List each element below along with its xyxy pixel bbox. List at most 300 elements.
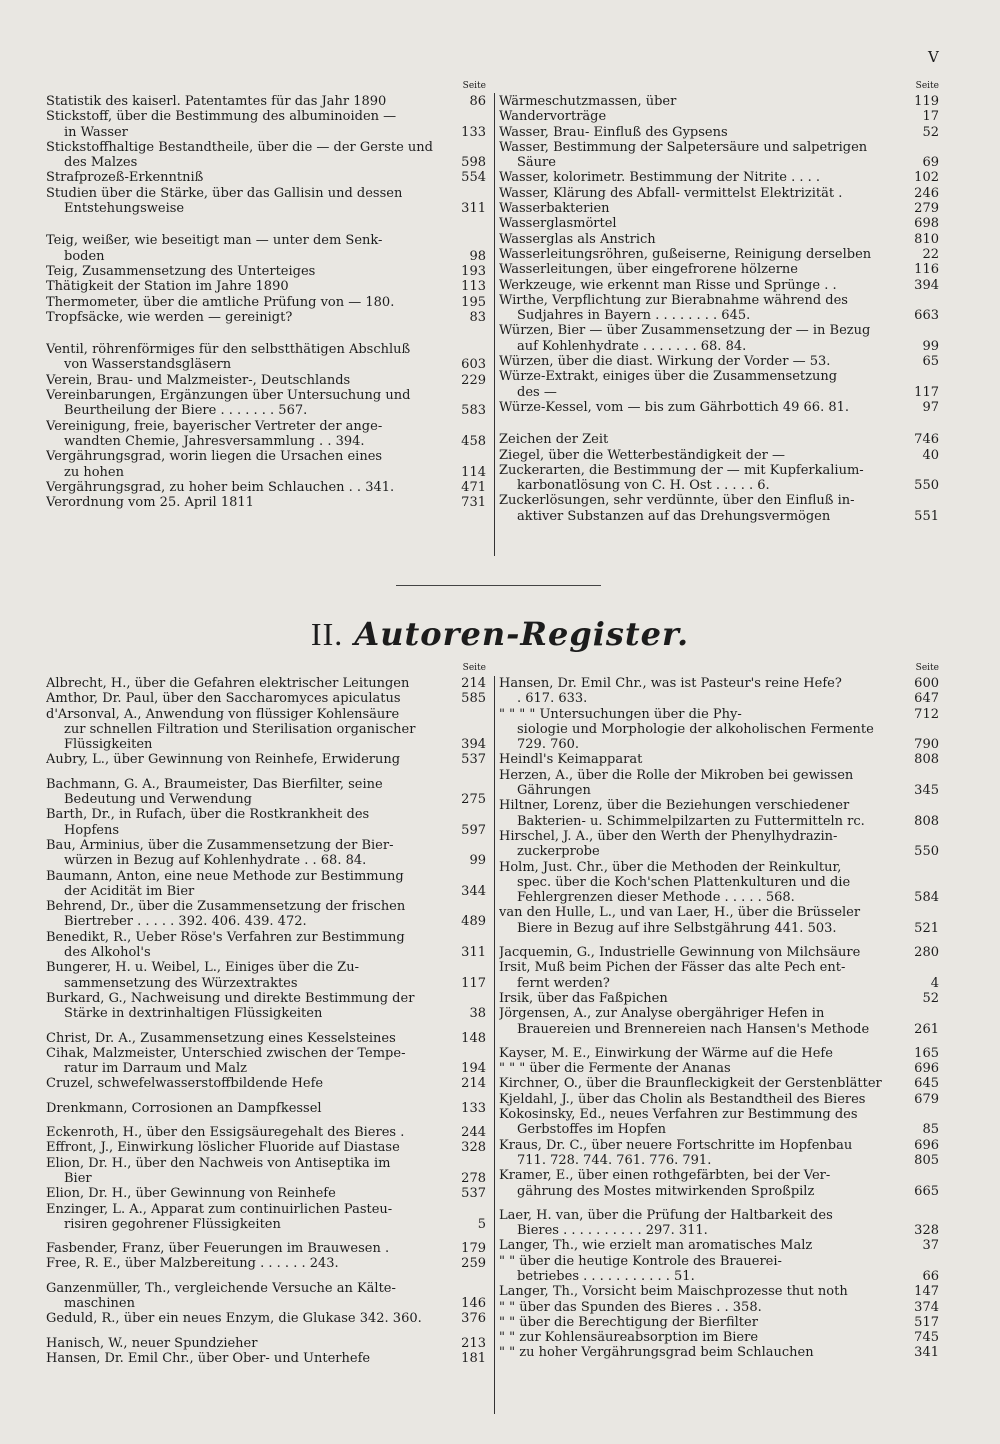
entry-line (499, 676, 939, 691)
page-number: V (928, 48, 939, 66)
page-ref: 99 (469, 853, 486, 869)
page-ref: 214 (461, 1076, 486, 1092)
entry-text: Hanisch, W., neuer Spundzieher (46, 1335, 258, 1351)
index-entry (46, 869, 486, 900)
entry-text: Wasser, Brau- Einfluß des Gypsens (499, 124, 728, 140)
entry-text: auf Kohlenhydrate . . . . . . . 68. 84. (517, 338, 747, 354)
entry-line (46, 419, 486, 434)
entry-line (46, 109, 486, 124)
entry-line (46, 201, 486, 216)
entry-line (46, 403, 486, 418)
entry-text: Jörgensen, A., zur Analyse obergähriger Hefen in (499, 1006, 825, 1022)
entry-text: Tropfsäcke, wie werden — gereinigt? (46, 309, 293, 325)
index-entry (499, 247, 939, 262)
page-ref: 40 (922, 447, 939, 463)
entry-text: gährung des Mostes mitwirkenden Sproßpilz (517, 1183, 815, 1199)
entry-text: Hansen, Dr. Emil Chr., was ist Pasteur's reine Hefe? (499, 676, 842, 691)
entry-text: des — (517, 384, 557, 400)
page-ref: 808 (914, 813, 939, 829)
index-entry (46, 170, 486, 185)
entry-text: karbonatlösung von C. H. Ost . . . . . 6. (517, 478, 770, 494)
page-ref: 98 (469, 248, 486, 264)
entry-line (499, 1046, 939, 1061)
entry-line (499, 385, 939, 400)
page-ref: 195 (461, 294, 486, 310)
section-number: II. (310, 616, 344, 652)
page-ref: 97 (922, 399, 939, 415)
entry-text: Kokosinsky, Ed., neues Verfahren zur Bestimmung des (499, 1107, 858, 1123)
page-ref: 117 (461, 975, 486, 991)
page-ref: 181 (461, 1350, 486, 1366)
entry-line (499, 201, 939, 216)
entry-line (46, 140, 486, 155)
index-entry (499, 1284, 939, 1299)
entry-text: Amthor, Dr. Paul, über den Saccharomyces apiculatus (46, 691, 401, 707)
page-ref: 696 (914, 1137, 939, 1153)
page-ref: 179 (461, 1241, 486, 1257)
entry-line (499, 247, 939, 262)
index-entry (499, 1168, 939, 1199)
entry-text: ratur im Darraum und Malz (64, 1061, 247, 1077)
page-ref: 521 (914, 920, 939, 936)
entry-text: Zuckerlösungen, sehr verdünnte, über den Einfluß in- (499, 493, 855, 509)
entry-line (499, 1208, 939, 1223)
entry-text: Würze-Kessel, vom — bis zum Gährbottich 49 66. 81. (499, 399, 850, 415)
entry-line (46, 777, 486, 792)
index-entry (46, 264, 486, 279)
entry-line (499, 1223, 939, 1238)
entry-text: " " über das Spunden des Bieres . . 358. (499, 1299, 762, 1315)
entry-text: Barth, Dr., in Rufach, über die Rostkrankheit des (46, 807, 370, 823)
page-ref: 805 (914, 1152, 939, 1168)
entry-text: Behrend, Dr., über die Zusammensetzung der frischen (46, 899, 406, 915)
entry-text: Bakterien- u. Schimmelpilzarten zu Futtermitteln rc. (517, 813, 865, 829)
section-heading (0, 615, 1000, 653)
entry-text: Effront, J., Einwirkung löslicher Fluoride auf Diastase (46, 1140, 400, 1156)
entry-line (499, 509, 939, 524)
entry-text: Kraus, Dr. C., über neuere Fortschritte im Hopfenbau (499, 1137, 853, 1153)
page-ref: 731 (461, 495, 486, 511)
entry-line (499, 278, 939, 293)
entry-text: spec. über die Koch'schen Plattenkulturen und die (517, 874, 851, 890)
index-entry (46, 419, 486, 450)
entry-line (46, 1125, 486, 1140)
entry-line (499, 1345, 939, 1360)
index-entry (499, 1046, 939, 1061)
entry-line (499, 262, 939, 277)
entry-line (46, 1031, 486, 1046)
page-ref: 278 (461, 1170, 486, 1186)
index-entry (499, 109, 939, 124)
entry-line (46, 1006, 486, 1021)
page-ref: 663 (914, 308, 939, 324)
entry-line (499, 1168, 939, 1183)
index-entry (46, 1311, 486, 1326)
page-ref: 86 (469, 94, 486, 109)
entry-text: Holm, Just. Chr., über die Methoden der Reinkultur, (499, 859, 842, 875)
entry-text: Wasser, Klärung des Abfall- vermittelst Elektrizität . (499, 185, 843, 201)
entry-text: aktiver Substanzen auf das Drehungsvermögen (517, 508, 831, 524)
entry-line (499, 339, 939, 354)
entry-text: Albrecht, H., über die Gefahren elektrischer Leitungen (46, 676, 410, 691)
page-ref: 345 (914, 783, 939, 799)
page-ref: 550 (914, 478, 939, 494)
entry-line (499, 829, 939, 844)
entry-text: Thätigkeit der Station im Jahre 1890 (46, 279, 289, 295)
page-ref: 113 (461, 279, 486, 295)
entry-text: Zeichen der Zeit (499, 432, 609, 448)
entry-line (46, 170, 486, 185)
index-entry (46, 1156, 486, 1187)
entry-text: von Wasserstandsgläsern (64, 357, 232, 373)
page-ref: 22 (922, 246, 939, 262)
page-ref: 554 (461, 170, 486, 186)
entry-text: Teig, Zusammensetzung des Unterteiges (46, 263, 316, 279)
page-ref: 4 (930, 975, 939, 991)
entry-line (46, 691, 486, 706)
page-ref: 69 (922, 155, 939, 171)
entry-text: Statistik des kaiserl. Patentamtes für das Jahr 1890 (46, 94, 387, 109)
index-entry (499, 232, 939, 247)
entry-text: Gährungen (517, 783, 591, 799)
index-entry (46, 1140, 486, 1155)
entry-text: Eckenroth, H., über den Essigsäuregehalt des Bieres . (46, 1125, 405, 1141)
index-entry (46, 1241, 486, 1256)
page-ref: 311 (461, 945, 486, 961)
entry-text: Drenkmann, Corrosionen an Dampfkessel (46, 1100, 322, 1116)
entry-line (46, 233, 486, 248)
index-entry (46, 140, 486, 171)
entry-line (46, 752, 486, 767)
entry-text: fernt werden? (517, 975, 610, 991)
index-entry (499, 170, 939, 185)
entry-line (499, 722, 939, 737)
page-ref: 279 (914, 201, 939, 217)
entry-text: " " " über die Fermente der Ananas (499, 1061, 731, 1077)
entry-text: Wasser, Bestimmung der Salpetersäure und salpetrigen (499, 139, 868, 155)
index-entry (46, 109, 486, 140)
index-entry (499, 960, 939, 991)
entry-line (46, 1311, 486, 1326)
page-ref: 550 (914, 844, 939, 860)
entry-line (46, 264, 486, 279)
entry-text: Langer, Th., Vorsicht beim Maischprozesse thut noth (499, 1284, 848, 1300)
page-ref: 119 (914, 94, 939, 109)
entry-line (499, 1269, 939, 1284)
entry-line (46, 1046, 486, 1061)
index-entry (499, 94, 939, 109)
entry-text: des Alkohol's (64, 945, 151, 961)
index-entry (46, 707, 486, 753)
entry-text: Studien über die Stärke, über das Gallisin und dessen (46, 185, 403, 201)
index-entry (46, 279, 486, 294)
index-entry (499, 752, 939, 767)
index-entry (46, 1076, 486, 1091)
entry-text: Hiltner, Lorenz, über die Beziehungen verschiedener (499, 798, 850, 814)
index-entry (46, 1101, 486, 1116)
entry-line (46, 295, 486, 310)
entry-text: sammensetzung des Würzextraktes (64, 975, 298, 991)
index-entry (499, 186, 939, 201)
entry-line (499, 308, 939, 323)
entry-text: wandten Chemie, Jahresversammlung . . 394. (64, 433, 365, 449)
entry-line (46, 1336, 486, 1351)
entry-line (46, 792, 486, 807)
page-ref: 696 (914, 1061, 939, 1077)
entry-text: Elion, Dr. H., über Gewinnung von Reinhefe (46, 1186, 336, 1202)
entry-line (499, 186, 939, 201)
entry-text: Benedikt, R., Ueber Röse's Verfahren zur Bestimmung (46, 929, 405, 945)
page-ref: 328 (914, 1223, 939, 1239)
entry-text: Vereinigung, freie, bayerischer Vertreter der ange- (46, 418, 383, 434)
index-entry (499, 768, 939, 799)
page-ref: 537 (461, 1186, 486, 1202)
page-ref: 116 (914, 262, 939, 278)
index-entry (46, 94, 486, 109)
entry-text: Kayser, M. E., Einwirkung der Wärme auf die Hefe (499, 1045, 833, 1061)
page-ref: 376 (461, 1311, 486, 1327)
entry-text: Vergährungsgrad, zu hoher beim Schlauchen . . 341. (46, 479, 395, 495)
index-entry (499, 1076, 939, 1091)
entry-line (499, 216, 939, 231)
page-ref: 38 (469, 1006, 486, 1022)
page-ref: 213 (461, 1335, 486, 1351)
index-entry (46, 295, 486, 310)
entry-line (46, 1202, 486, 1217)
column-divider (494, 676, 495, 1414)
index-entry (499, 860, 939, 906)
entry-text: Langer, Th., wie erzielt man aromatisches Malz (499, 1238, 813, 1254)
page-ref: 275 (461, 792, 486, 808)
page-ref: 471 (461, 479, 486, 495)
index-entry (46, 1031, 486, 1046)
entry-text: Hansen, Dr. Emil Chr., über Ober- und Unterhefe (46, 1350, 371, 1366)
page-ref: 244 (461, 1125, 486, 1141)
entry-line (46, 884, 486, 899)
index-entry (499, 1092, 939, 1107)
entry-text: Herzen, A., über die Rolle der Mikroben bei gewissen (499, 767, 854, 783)
entry-line (46, 388, 486, 403)
index-entry (499, 216, 939, 231)
page-ref: 712 (914, 706, 939, 722)
index-entry (46, 495, 486, 510)
index-entry (46, 676, 486, 691)
entry-text: Bungerer, H. u. Weibel, L., Einiges über die Zu- (46, 960, 359, 976)
entry-text: in Wasser (64, 124, 128, 140)
entry-line (46, 186, 486, 201)
page-ref: 280 (914, 945, 939, 961)
entry-line (46, 449, 486, 464)
entry-line (46, 869, 486, 884)
page-ref: 584 (914, 890, 939, 906)
entry-text: Wandervorträge (499, 109, 607, 125)
entry-line (499, 1061, 939, 1076)
index-entry (499, 1254, 939, 1285)
entry-text: Bieres . . . . . . . . . . 297. 311. (517, 1223, 708, 1239)
index-entry (499, 448, 939, 463)
entry-line (499, 369, 939, 384)
index-entry (46, 1046, 486, 1077)
entry-text: Wasserglas als Anstrich (499, 231, 656, 247)
entry-text: Stickstoffhaltige Bestandtheile, über die — der Gerste und (46, 139, 433, 155)
page-ref: 66 (922, 1268, 939, 1284)
index-entry (499, 354, 939, 369)
entry-line (499, 783, 939, 798)
page-ref: 114 (461, 464, 486, 480)
page-ref: 102 (914, 170, 939, 186)
index-entry (46, 1125, 486, 1140)
entry-line (499, 493, 939, 508)
entry-text: Wasserbakterien (499, 201, 610, 217)
index-entry (499, 1138, 939, 1169)
sachregister-right-column (499, 81, 939, 524)
entry-text: risiren gegohrener Flüssigkeiten (64, 1216, 281, 1232)
page-ref: 246 (914, 185, 939, 201)
entry-line (499, 1184, 939, 1199)
entry-text: Burkard, G., Nachweisung und direkte Bestimmung der (46, 990, 415, 1006)
index-entry (46, 807, 486, 838)
entry-line (499, 921, 939, 936)
entry-line (499, 94, 939, 109)
entry-line (499, 293, 939, 308)
index-entry (499, 676, 939, 707)
index-entry (46, 373, 486, 388)
index-entry (46, 449, 486, 480)
entry-line (499, 155, 939, 170)
index-entry (46, 1202, 486, 1233)
section-divider (396, 585, 601, 586)
index-entry (46, 691, 486, 706)
entry-text: 729. 760. (517, 737, 580, 753)
entry-line (46, 838, 486, 853)
entry-line (499, 1076, 939, 1091)
entry-line (46, 1241, 486, 1256)
page-ref: 790 (914, 737, 939, 753)
page-ref: 83 (469, 309, 486, 325)
entry-line (46, 707, 486, 722)
page-ref: 517 (914, 1314, 939, 1330)
page-ref: 585 (461, 691, 486, 707)
index-entry (499, 201, 939, 216)
index-entry (46, 991, 486, 1022)
entry-line (46, 342, 486, 357)
entry-line (499, 691, 939, 706)
index-entry (499, 463, 939, 494)
page-ref: 810 (914, 231, 939, 247)
index-entry (46, 310, 486, 325)
entry-text: Stärke in dextrinhaltigen Flüssigkeiten (64, 1006, 323, 1022)
entry-text: d'Arsonval, A., Anwendung von flüssiger Kohlensäure (46, 706, 400, 722)
entry-text: Bier (64, 1170, 92, 1186)
index-entry (46, 930, 486, 961)
entry-line (46, 1156, 486, 1171)
entry-line (46, 1076, 486, 1091)
index-entry (499, 829, 939, 860)
index-entry (46, 752, 486, 767)
index-entry (499, 1330, 939, 1345)
page-ref: 583 (461, 403, 486, 419)
entry-line (499, 109, 939, 124)
entry-text: Geduld, R., über ein neues Enzym, die Glukase 342. 360. (46, 1311, 422, 1327)
index-entry (499, 991, 939, 1006)
index-entry (46, 480, 486, 495)
entry-line (499, 976, 939, 991)
entry-line (499, 170, 939, 185)
entry-line (46, 1296, 486, 1311)
entry-line (499, 752, 939, 767)
entry-text: Jacquemin, G., Industrielle Gewinnung von Milchsäure (499, 945, 861, 961)
entry-line (499, 400, 939, 415)
entry-text: Bedeutung und Verwendung (64, 792, 252, 808)
entry-line (499, 1315, 939, 1330)
entry-text: Biertreber . . . . . 392. 406. 439. 472. (64, 914, 307, 930)
entry-text: Baumann, Anton, eine neue Methode zur Bestimmung (46, 868, 404, 884)
index-entry (499, 432, 939, 447)
entry-text: Aubry, L., über Gewinnung von Reinhefe, Erwiderung (46, 752, 401, 768)
page-ref: 745 (914, 1330, 939, 1346)
entry-text: Würzen, über die diast. Wirkung der Vorder — 53. (499, 354, 831, 370)
page-ref: 374 (914, 1299, 939, 1315)
entry-line (46, 1217, 486, 1232)
entry-line (46, 991, 486, 1006)
index-entry (499, 262, 939, 277)
page-ref: 5 (477, 1216, 486, 1232)
index-entry (46, 1336, 486, 1351)
entry-line (46, 914, 486, 929)
entry-text: Beurtheilung der Biere . . . . . . . 567. (64, 403, 308, 419)
entry-text: Laer, H. van, über die Prüfung der Haltbarkeit des (499, 1207, 833, 1223)
index-entry (499, 1345, 939, 1360)
page-ref: 259 (461, 1256, 486, 1272)
entry-text: Verordnung vom 25. April 1811 (46, 495, 254, 511)
index-entry (499, 1208, 939, 1239)
page-ref: 37 (922, 1238, 939, 1254)
index-entry (46, 1281, 486, 1312)
page-ref: 698 (914, 216, 939, 232)
page-ref: 489 (461, 914, 486, 930)
entry-line (499, 1006, 939, 1021)
page-ref: 85 (922, 1122, 939, 1138)
entry-line (499, 1122, 939, 1137)
entry-text: Würze-Extrakt, einiges über die Zusammensetzung (499, 369, 838, 385)
entry-line (499, 478, 939, 493)
entry-line (499, 844, 939, 859)
page-ref: 261 (914, 1021, 939, 1037)
entry-line (499, 905, 939, 920)
entry-text: Wasserglasmörtel (499, 216, 617, 232)
entry-line (499, 1238, 939, 1253)
entry-text: Säure (517, 155, 556, 171)
entry-text: Wirthe, Verpflichtung zur Bierabnahme während des (499, 292, 848, 308)
entry-text: " " über die heutige Kontrole des Brauerei- (499, 1253, 782, 1269)
entry-line (499, 814, 939, 829)
page-ref: 214 (461, 676, 486, 691)
index-entry (499, 493, 939, 524)
section-title: Autoren-Register. (354, 615, 690, 653)
entry-text: zur schnellen Filtration und Sterilisation organischer (64, 721, 416, 737)
entry-text: Kramer, E., über einen rothgefärbten, bei der Ver- (499, 1168, 831, 1184)
entry-line (499, 945, 939, 960)
entry-text: Wasserleitungsröhren, gußeiserne, Reinigung derselben (499, 246, 872, 262)
entry-text: Bachmann, G. A., Braumeister, Das Bierfilter, seine (46, 776, 383, 792)
entry-line (499, 737, 939, 752)
index-entry (499, 293, 939, 324)
entry-text: . 617. 633. (517, 691, 588, 707)
entry-text: Thermometer, über die amtliche Prüfung von — 180. (46, 294, 395, 310)
index-entry (499, 798, 939, 829)
entry-text: Heindl's Keimapparat (499, 752, 643, 768)
entry-text: zuckerprobe (517, 844, 600, 860)
